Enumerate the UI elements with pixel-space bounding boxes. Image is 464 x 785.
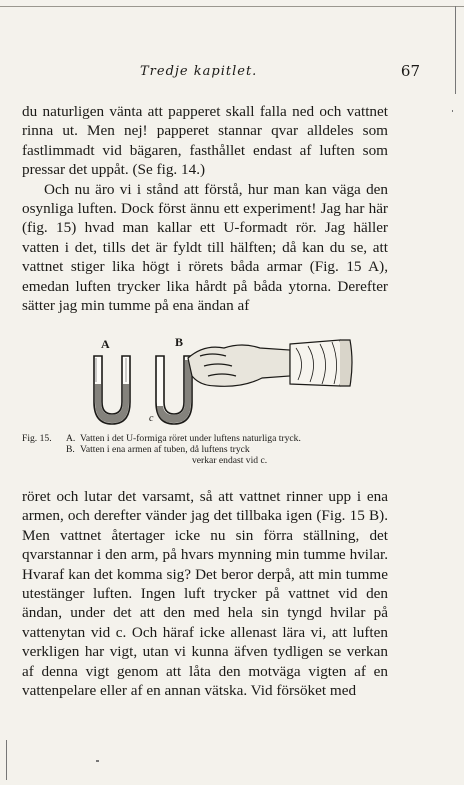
page-top-edge <box>0 6 464 7</box>
u-tube-b <box>149 356 192 424</box>
page-header <box>22 62 442 82</box>
figure-label-b: B <box>175 335 184 349</box>
figure-label-a: A <box>101 337 110 351</box>
margin-mark <box>6 740 7 780</box>
paragraph-text: Och nu äro vi i stånd att förstå, hur man kan väga den osynliga luften. Dock först ännu ett experiment! Jag har här (fig. 15) hvad man kallar ett U-formadt rör. Jag häller vatten i det, tills det är fyldt till hälften; då kan du se, att vattnet stiger lika högt i rörets båda armar (Fig. 15 A), emedan luften trycker lika hårdt på båda ytorna. Derefter sätter jag min tumme på ena ändan af <box>22 180 388 315</box>
caption-key-a: A. <box>66 433 76 444</box>
caption-text-b: Vatten i ena armen af tuben, då luftens tryck <box>80 444 250 455</box>
figure-caption <box>22 433 442 466</box>
figure-label-c: c <box>149 413 154 424</box>
caption-figure-number: Fig. 15. <box>22 433 52 444</box>
paragraph: röret och lutar det varsamt, så att vattnet rinner upp i ena armen, och derefter vänder jag det tillbaka igen (Fig. 15 B). Men vattnet återtager icke nu sin förra ställning, det qvarstannar i den arm, på hvars mynning min tumme hvilar. Hvaraf kan det komma sig? Det beror derpå, att min tumme utestänger luften. Ingen luft trycker på vattnet vid den ändan, under det att den med hela sin tyngd hvilar på vattenytan vid c. Och häraf icke allenast lära vi, att luften verkligen har vigt, utan vi kunna äfven tydligen se verkan af denna vigt genom att låta den motväga vigten af en vattenpelare eller af en annan vätska. Vid försöket med <box>22 488 388 700</box>
caption-key-b: B. <box>66 444 75 455</box>
caption-text-a: Vatten i det U-formiga röret under luftens naturliga tryck. <box>80 433 301 444</box>
u-tube-figure <box>92 326 392 430</box>
page-number: 67 <box>400 62 420 80</box>
u-tube-illustration <box>92 326 392 430</box>
margin-mark <box>452 110 453 112</box>
paragraph-text: du naturligen vänta att papperet skall falla ned och vattnet rinna ut. Men nej! papperet stannar qvar alldeles som fastlimmadt vid bägaren, fasthållet endast af luften som pressar det uppåt. (Se fig. 14.) <box>22 103 388 179</box>
hand-illustration <box>188 340 352 386</box>
running-head: Tredje kapitlet. <box>140 64 258 79</box>
u-tube-a <box>94 356 130 424</box>
caption-text-b-continued: verkar endast vid c. <box>192 455 268 466</box>
paragraph <box>22 102 388 315</box>
margin-mark <box>96 760 99 762</box>
margin-mark <box>455 6 456 94</box>
